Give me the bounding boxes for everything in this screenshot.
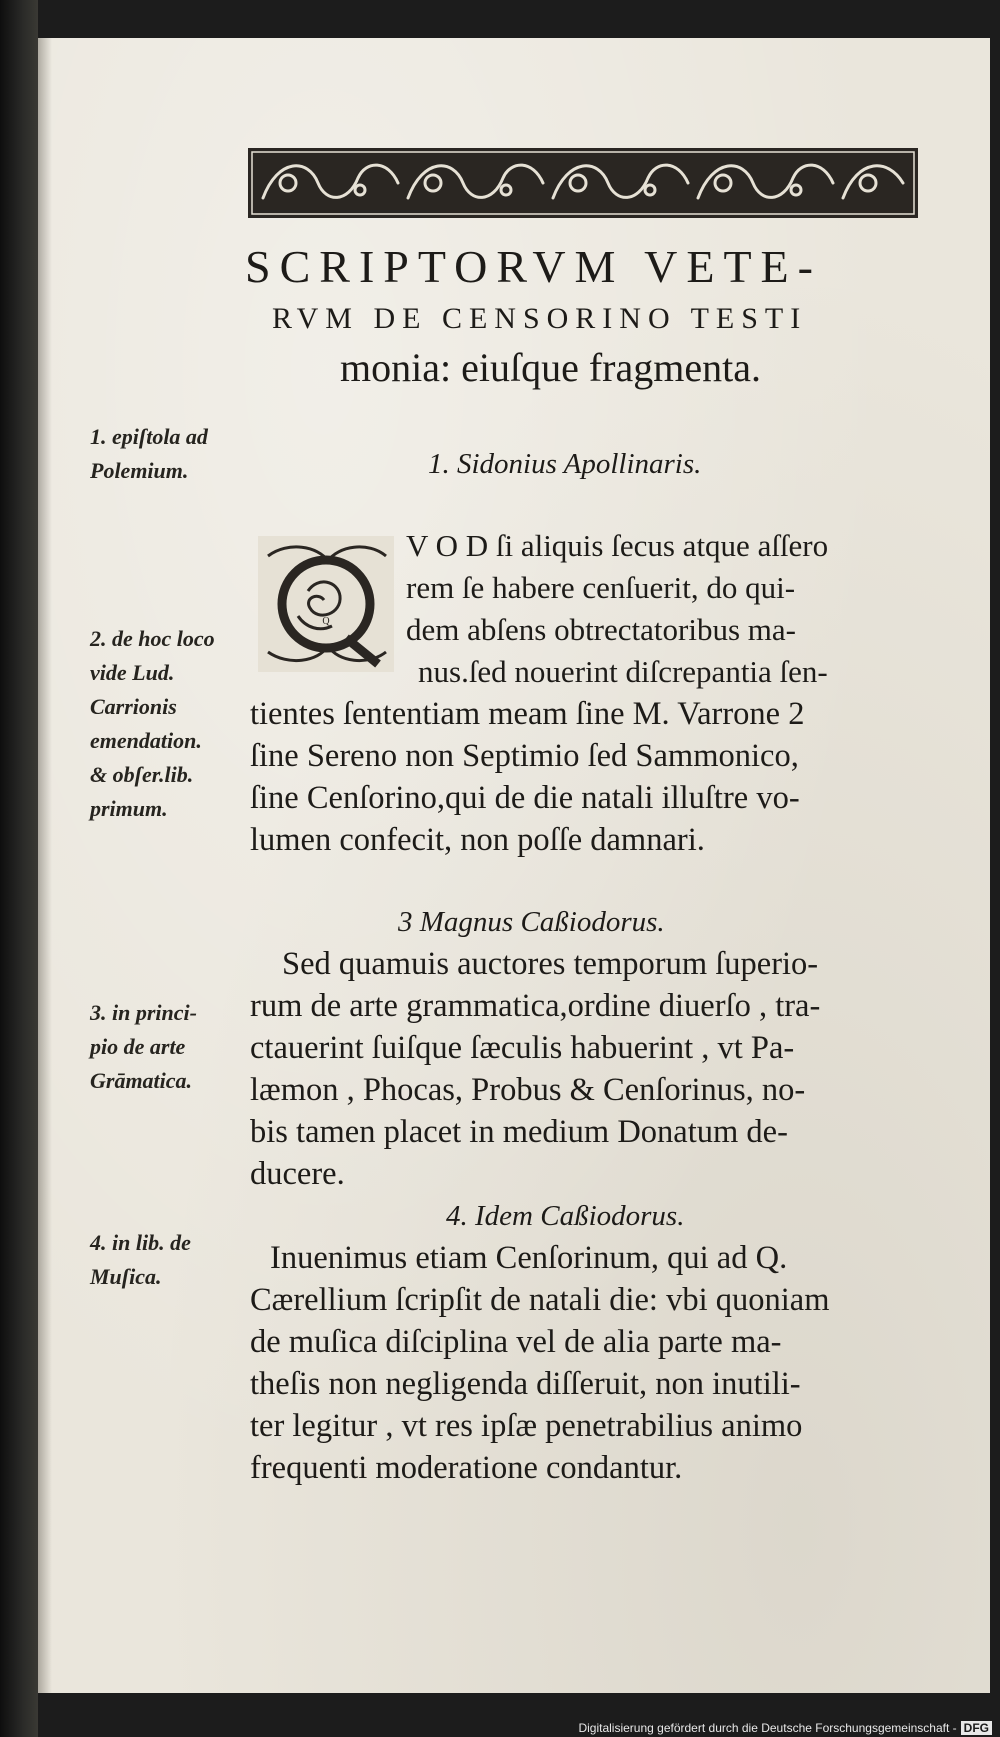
title-line-1: SCRIPTORVM VETE- <box>245 241 822 292</box>
text-line: ducere. <box>250 1156 345 1192</box>
text-line: bis tamen placet in medium Donatum de- <box>250 1114 788 1150</box>
margin-note-line: Polemium. <box>90 458 189 483</box>
margin-note-line: 3. in princi- <box>90 1000 197 1025</box>
text-line: rum de arte grammatica,ordine diuerſo , tra- <box>250 988 821 1024</box>
margin-note-1 <box>90 420 250 488</box>
text-line: de muſica diſciplina vel de alia parte ma- <box>250 1324 782 1360</box>
text-line: dem abſens obtrectatoribus ma- <box>406 612 796 647</box>
section-heading-2: 3 Magnus Caßiodorus. <box>398 906 665 938</box>
title-line-3: monia: eiuſque fragmenta. <box>340 345 761 390</box>
ornamental-headpiece <box>248 148 918 218</box>
margin-note-line: 2. de hoc loco <box>90 626 215 651</box>
text-line: ſine Cenſorino,qui de die natali illuſtre vo- <box>250 780 800 816</box>
decorated-initial <box>258 536 394 672</box>
margin-note-line: vide Lud. <box>90 660 175 685</box>
margin-note-line: Carrionis <box>90 694 177 719</box>
margin-note-line: Grāmatica. <box>90 1068 193 1093</box>
text-line: Inuenimus etiam Cenſorinum, qui ad Q. <box>270 1240 788 1276</box>
margin-note-line: pio de arte <box>90 1034 186 1059</box>
text-line: ctauerint ſuiſque ſæculis habuerint , vt Pa- <box>250 1030 795 1066</box>
book-binding <box>0 0 38 1737</box>
text-line: rem ſe habere cenſuerit, do qui- <box>406 570 796 605</box>
page-gutter-shadow <box>38 38 52 1693</box>
text-line: nus.ſed nouerint diſcrepantia ſen- <box>418 654 828 689</box>
text-line: frequenti moderatione condantur. <box>250 1450 683 1486</box>
margin-note-line: primum. <box>90 796 168 821</box>
digitization-credit <box>578 1721 992 1735</box>
text-line: ſine Sereno non Septimio ſed Sammonico, <box>250 738 799 774</box>
section-heading-1: 1. Sidonius Apollinaris. <box>428 448 702 480</box>
text-line: theſis non negligenda diſſeruit, non inutili- <box>250 1366 801 1402</box>
margin-note-line: 1. epiſtola ad <box>90 424 208 449</box>
text-line: tientes ſententiam meam ſine M. Varrone 2 <box>250 696 805 732</box>
credit-text: Digitalisierung gefördert durch die Deutsche Forschungsgemeinschaft - <box>578 1721 957 1735</box>
margin-note-line: 4. in lib. de <box>90 1230 191 1255</box>
margin-note-3 <box>90 996 250 1098</box>
text-line: læmon , Phocas, Probus & Cenſorinus, no- <box>250 1072 806 1108</box>
dfg-logo: DFG <box>961 1721 992 1735</box>
margin-note-line: Muſica. <box>90 1264 162 1289</box>
text-line: ter legitur , vt res ipſæ penetrabilius animo <box>250 1408 803 1444</box>
text-line: V O D ſi aliquis ſecus atque aſſero <box>406 528 829 563</box>
dropcap-letter: Q <box>322 616 330 627</box>
margin-note-line: emendation. <box>90 728 202 753</box>
section-heading-3: 4. Idem Caßiodorus. <box>446 1200 685 1232</box>
text-line: lumen confecit, non poſſe damnari. <box>250 822 705 858</box>
text-line: Cærellium ſcripſit de natali die: vbi quoniam <box>250 1282 830 1318</box>
margin-note-2 <box>90 622 250 826</box>
margin-note-line: & obſer.lib. <box>90 762 194 787</box>
title-line-2: RVM DE CENSORINO TESTI <box>272 302 808 335</box>
text-line: Sed quamuis auctores temporum ſuperio- <box>282 946 819 982</box>
margin-note-4 <box>90 1226 250 1294</box>
